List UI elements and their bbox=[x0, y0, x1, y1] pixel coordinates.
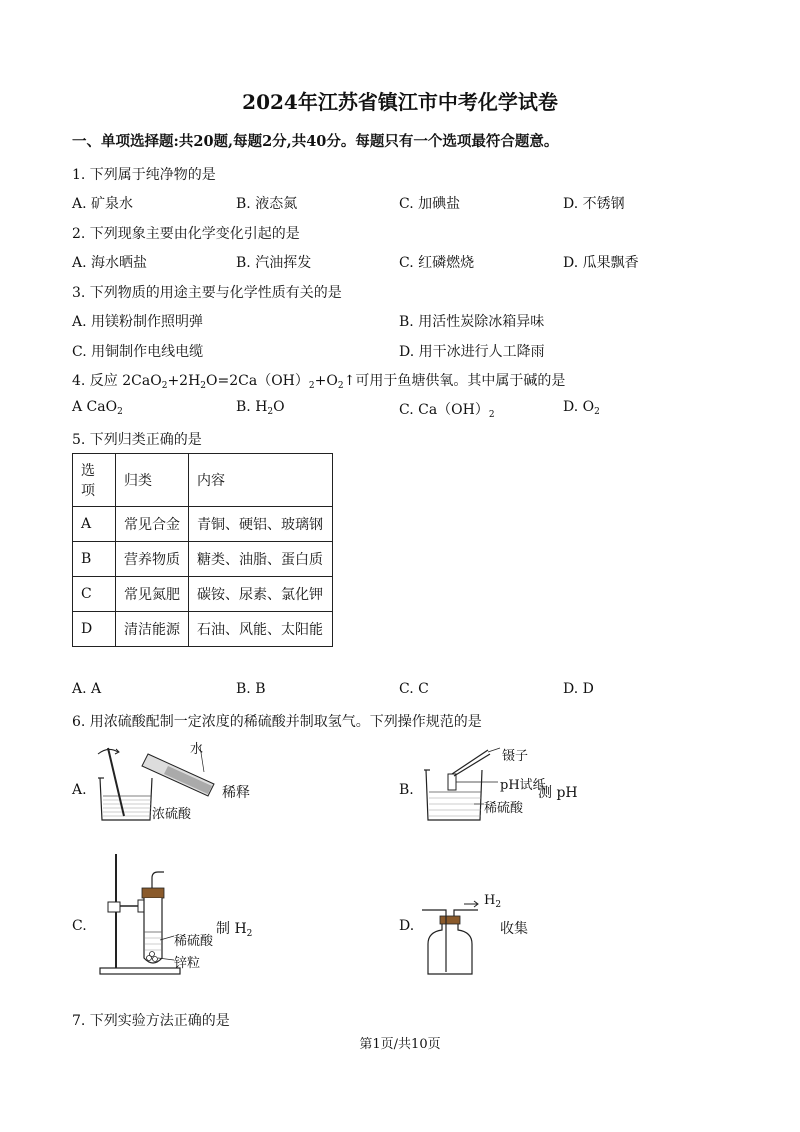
zinc-granules-label: 锌粒 bbox=[174, 956, 201, 971]
question-4-option-d[interactable]: D. $O_2$ bbox=[563, 399, 600, 417]
section-heading: 一、单项选择题:共20题,每题2分,共40分。每题只有一个选项最符合题意。 bbox=[72, 133, 559, 150]
classification-table bbox=[72, 453, 333, 647]
question-2-option-b[interactable]: B. 汽油挥发 bbox=[236, 255, 312, 271]
question-5-option-c[interactable]: C. C bbox=[399, 681, 429, 697]
question-4-option-c[interactable]: C. $Ca(OH)_2$ bbox=[399, 402, 495, 420]
page-title: 2024年江苏省镇江市中考化学试卷 bbox=[242, 90, 558, 114]
question-2-option-d[interactable]: D. 瓜果飘香 bbox=[563, 255, 639, 271]
question-6-option-b[interactable]: B. bbox=[399, 782, 414, 798]
table-header-cell: 归类 bbox=[116, 454, 189, 507]
table-cell: 碳铵、尿素、氯化钾 bbox=[189, 577, 333, 612]
table-header-cell: 选项 bbox=[73, 454, 116, 507]
table-cell: 清洁能源 bbox=[116, 612, 189, 647]
question-1-stem: 1. 下列属于纯净物的是 bbox=[72, 167, 216, 183]
question-6-option-a[interactable]: A. bbox=[72, 782, 87, 798]
table-header-cell: 内容 bbox=[189, 454, 333, 507]
question-3-option-c[interactable]: C. 用铜制作电线电缆 bbox=[72, 344, 204, 360]
dilute-acid-label-c: 稀硫酸 bbox=[174, 934, 214, 949]
table-cell: 营养物质 bbox=[116, 542, 189, 577]
tweezers-label: 镊子 bbox=[502, 749, 529, 764]
table-cell: 糖类、油脂、蛋白质 bbox=[189, 542, 333, 577]
question-6-option-c[interactable]: C. bbox=[72, 918, 87, 934]
page-footer: 第1页/共10页 bbox=[359, 1037, 441, 1052]
question-1-option-d[interactable]: D. 不锈钢 bbox=[563, 196, 625, 212]
collection-caption: 收集 bbox=[500, 921, 528, 937]
table-header-row bbox=[73, 454, 333, 507]
question-2-option-c[interactable]: C. 红磷燃烧 bbox=[399, 255, 475, 271]
concentrated-acid-label: 浓硫酸 bbox=[152, 807, 192, 822]
water-label: 水 bbox=[190, 742, 204, 757]
question-3-option-a[interactable]: A. 用镁粉制作照明弹 bbox=[72, 314, 204, 330]
table-cell: 石油、风能、太阳能 bbox=[189, 612, 333, 647]
ph-test-caption: 测 pH bbox=[538, 785, 578, 801]
table-cell: B bbox=[73, 542, 116, 577]
question-1-option-b[interactable]: B. 液态氮 bbox=[236, 196, 298, 212]
question-5-option-b[interactable]: B. B bbox=[236, 681, 266, 697]
dilution-caption: 稀释 bbox=[222, 785, 250, 801]
question-4-stem: 4. 反应 $2CaO_2+2H_2O=2Ca(OH)_2+O_2↑$可用于鱼塘供氧。其中属于碱的是 bbox=[72, 373, 566, 391]
question-3-stem: 3. 下列物质的用途主要与化学性质有关的是 bbox=[72, 285, 342, 301]
table-row bbox=[73, 577, 333, 612]
question-1-option-a[interactable]: A. 矿泉水 bbox=[72, 196, 134, 212]
question-2-stem: 2. 下列现象主要由化学变化引起的是 bbox=[72, 226, 300, 242]
table-cell: A bbox=[73, 507, 116, 542]
table-cell: D bbox=[73, 612, 116, 647]
dilute-acid-label: 稀硫酸 bbox=[484, 801, 524, 816]
question-5-option-d[interactable]: D. D bbox=[563, 681, 594, 697]
ph-paper-label: pH试纸 bbox=[500, 778, 546, 793]
table-cell: C bbox=[73, 577, 116, 612]
table-row bbox=[73, 542, 333, 577]
question-6-stem: 6. 用浓硫酸配制一定浓度的稀硫酸并制取氢气。下列操作规范的是 bbox=[72, 714, 482, 730]
question-6-option-d[interactable]: D. bbox=[399, 918, 415, 934]
hydrogen-gas-label: $H_2$ bbox=[484, 893, 502, 910]
question-3-option-b[interactable]: B. 用活性炭除冰箱异味 bbox=[399, 314, 545, 330]
question-5-option-a[interactable]: A. A bbox=[72, 681, 102, 697]
hydrogen-generation-caption: 制 $H_2$ bbox=[216, 921, 253, 939]
table-cell: 青铜、硬铝、玻璃钢 bbox=[189, 507, 333, 542]
question-5-stem: 5. 下列归类正确的是 bbox=[72, 432, 202, 448]
question-3-option-d[interactable]: D. 用干冰进行人工降雨 bbox=[399, 344, 545, 360]
question-4-option-b[interactable]: B. $H_2O$ bbox=[236, 399, 285, 417]
table-row bbox=[73, 507, 333, 542]
question-7-stem: 7. 下列实验方法正确的是 bbox=[72, 1013, 230, 1029]
question-1-option-c[interactable]: C. 加碘盐 bbox=[399, 196, 461, 212]
question-4-option-a[interactable]: A CaO$_2$ bbox=[72, 399, 123, 417]
question-2-option-a[interactable]: A. 海水晒盐 bbox=[72, 255, 148, 271]
table-cell: 常见合金 bbox=[116, 507, 189, 542]
table-row bbox=[73, 612, 333, 647]
table-cell: 常见氮肥 bbox=[116, 577, 189, 612]
